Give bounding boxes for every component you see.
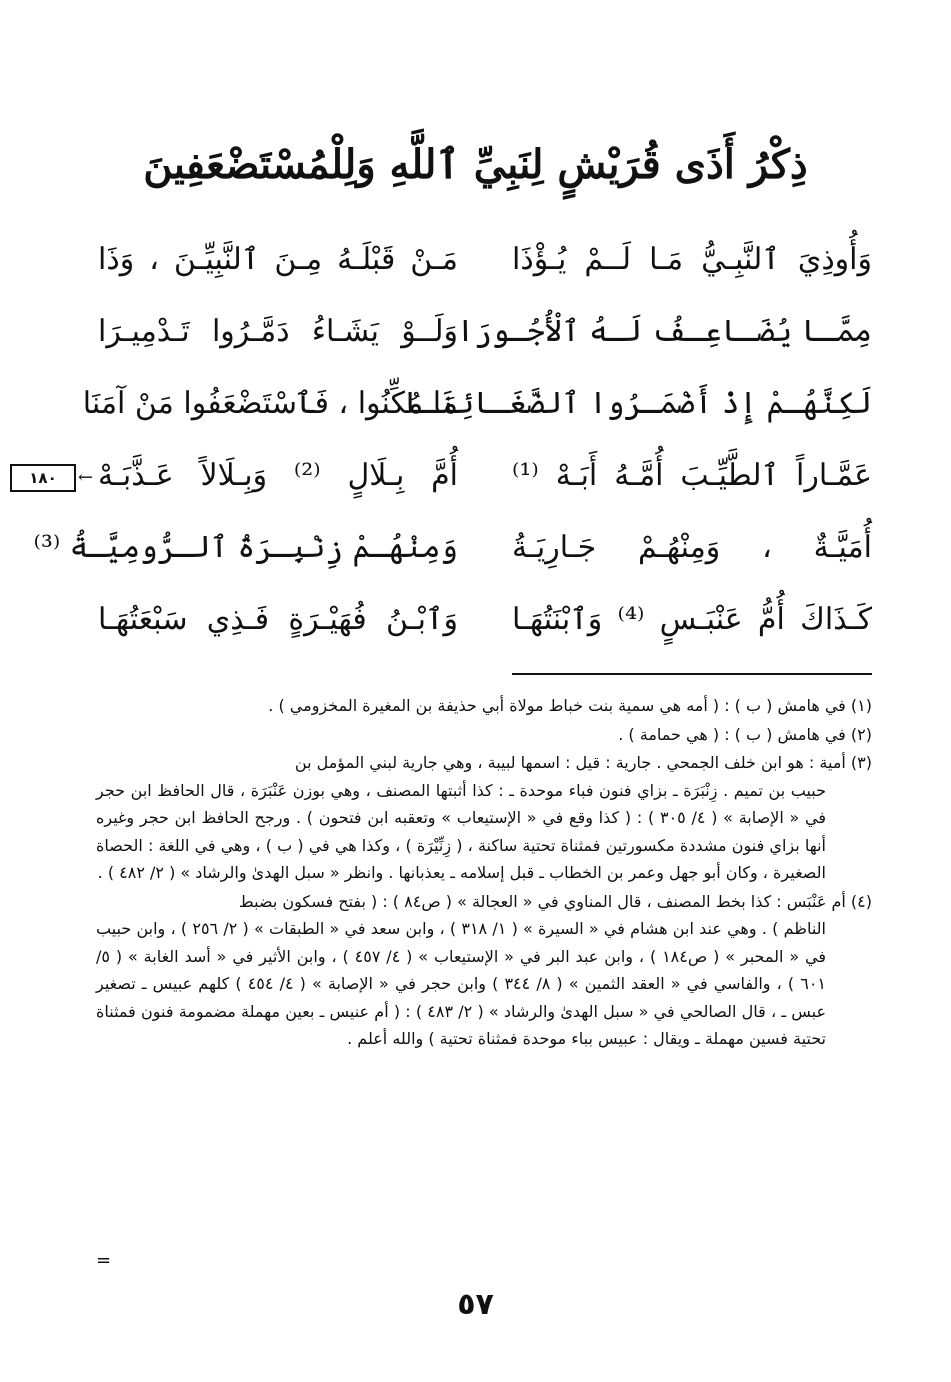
verse-second-hemistich: وَلَــوْ يَشَـاءُ دَمَّـرُوا تَـدْمِيـرَا <box>98 314 458 349</box>
verse-first-hemistich: أُمَيَّـةٌ ، وَمِنْهُـمْ جَـارِيَـةُ <box>512 530 872 565</box>
verse-second-hemistich: أُمَّ بِـلَالٍ ⁽²⁾ وَبِـلَالاً عَـذَّبَـهْ <box>98 458 458 493</box>
section-title: ذِكْرُ أَذَى قُرَيْشٍ لِنَبِيِّ ٱللَّهِ وَلِلْمُسْتَضْعَفِينَ <box>143 141 808 188</box>
arrow-left-icon: ← <box>78 467 94 488</box>
footnote-lead: (٢) في هامش ( ب ) : ( هي حمامة ) . <box>618 724 872 744</box>
footnote-continuation: الناظم ) . وهي عند ابن هشام في « السيرة » ( ١/ ٣١٨ ) ، وابن سعد في « الطبقات » ( ٢/ ٢٥٦ ) ، وابن حبيب في « المحبر » ( ص١٨٤ ) ، وابن عبد البر في « الإستيعاب » ( ٤/ ٤٥٧ ) ، وابن الأثير في « أسد الغابة » ( ٥/ ٦٠١ ) ، والفاسي في « العقد الثمين » ( ٨/ ٣٤٤ ) وابن حجر في « الإصابة » ( ٤/ ٤٥٤ ) كلهم عبيس ـ تصغير عبس ـ ، قال الصالحي في « سبل الهدىٰ والرشاد » ( ٢/ ٤٨٣ ) : ( أم عنيس ـ بعين مهملة مضمومة فنون فمثناة تحتية فسين مهملة ـ ويقال : عبيس بباء موحدة فمثناة تحتية ) والله أعلم . <box>96 919 827 1048</box>
footnote-divider <box>512 673 872 675</box>
verse-first-hemistich: لَكِنَّهُـمْ إِذْ أَضْمَـرُوا ٱلضَّغَـائِنَـا <box>403 386 872 421</box>
footnote <box>96 721 872 749</box>
page-number: ٥٧ <box>457 1287 494 1322</box>
verse-second-hemistich: مَا مُكِّنُوا ، فَٱسْتَضْعَفُوا مَنْ آمَنَا <box>82 386 458 421</box>
footnote <box>96 888 872 1053</box>
verse-count-marker: ١٨٠ <box>10 464 76 492</box>
footnotes <box>96 692 872 1252</box>
footnote-lead: (٣) أمية : هو ابن خلف الجمحي . جارية : قيل : اسمها لبيبة ، وهي جارية لبني المؤمل بن <box>294 753 872 772</box>
continuation-mark: = <box>96 1250 112 1271</box>
footnote-lead: (١) في هامش ( ب ) : ( أمه هي سمية بنت خباط مولاة أبي حذيفة بن المغيرة المخزومي ) . <box>268 696 872 715</box>
footnote-lead: (٤) أم عَنْبَس : كذا بخط المصنف ، قال المناوي في « العجالة » ( ص٨٤ ) : ( بفتح فسكون بضبط <box>238 891 872 911</box>
verse-second-hemistich: وَمِنْهُـمْ زِنْبِـرَةُ ٱلـرُّومِيَّـةُ ⁽³⁾ <box>33 530 458 565</box>
verse-second-hemistich: مَـنْ قَبْلَـهُ مِـنَ ٱلنَّبِيِّـنَ ، وَذَا <box>98 242 458 277</box>
footnote <box>96 692 872 720</box>
verse-first-hemistich: مِمَّـا يُضَـاعِـفُ لَـهُ ٱلْأُجُـورَا <box>456 314 872 349</box>
footnote <box>96 749 872 887</box>
footnote-continuation: حبيب بن تميم . زِنْبَرَة ـ بزاي فنون فباء موحدة ـ : كذا أثبتها المصنف ، وهي بوزن عَنْبَرَة ، قال الحافظ ابن حجر في « الإصابة » ( ٤/ ٣٠٥ ) : ( كذا وقع في « الإستيعاب » وتعقبه ابن فتحون ) . ورجح الحافظ ابن حجر وغيره أنها بزاي فنون مشددة مكسورتين فمثناة تحتية ساكنة ، ( زِنِّيْرَة ) ، وكذا هي في ( ب ) ، وهي في اللغة : الحصاة الصغيرة ، وكان أبو جهل وعمر بن الخطاب ـ قبل إسلامه ـ يعذبانها . وانظر « سبل الهدىٰ والرشاد » ( ٢/ ٤٨٢ ) . <box>96 780 827 882</box>
verse-first-hemistich: وَأُوذِيَ ٱلنَّبِـيُّ مَـا لَــمْ يُـؤْذَا <box>512 242 872 277</box>
verse-line <box>92 225 872 295</box>
verse-line <box>92 585 872 655</box>
verse-line <box>33 513 872 583</box>
verse-line <box>92 297 872 367</box>
verse-second-hemistich: وَٱبْـنُ فُهَيْـرَةٍ فَـذِي سَبْعَتُهَـا <box>98 602 458 637</box>
verse-first-hemistich: عَمَّـاراً ٱلطَّيِّـبَ أُمَّـهُ أَبَـهْ ⁽¹⁾ <box>512 458 872 493</box>
verse-line <box>82 369 872 439</box>
verse-first-hemistich: كَـذَاكَ أُمُّ عَنْبَـسٍ ⁽⁴⁾ وَٱبْنَتُهَـا <box>512 602 873 637</box>
verse-line <box>92 441 872 511</box>
